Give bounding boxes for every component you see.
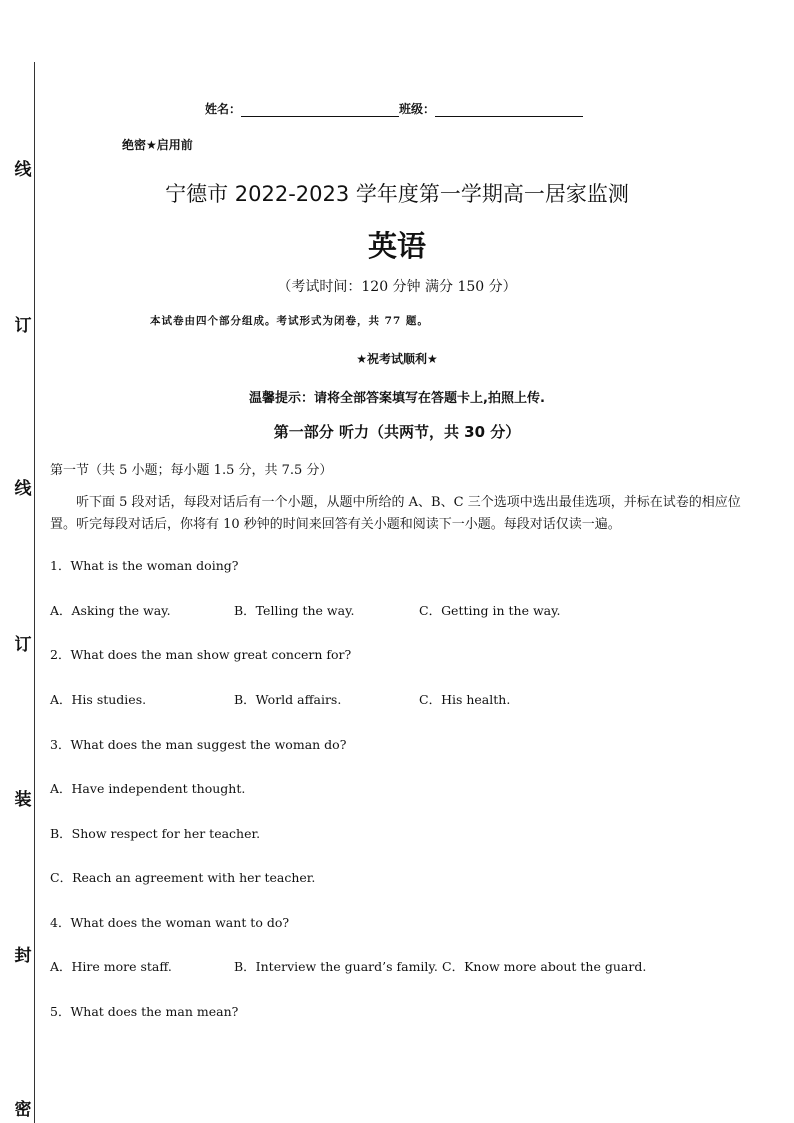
option-b[interactable]: B．World affairs. bbox=[234, 692, 342, 707]
exam-time-info: （考试时间：120 分钟 满分 150 分） bbox=[277, 279, 517, 295]
class-field[interactable] bbox=[435, 102, 583, 117]
option-a[interactable]: A．Have independent thought. bbox=[50, 781, 246, 796]
binding-line bbox=[34, 62, 35, 1123]
part-heading: 第一部分 听力（共两节，共 30 分） bbox=[273, 423, 521, 441]
name-label: 姓名： bbox=[205, 102, 242, 116]
option-b[interactable]: B．Interview the guard’s family. bbox=[234, 959, 438, 974]
option-c[interactable]: C．Reach an agreement with her teacher. bbox=[50, 870, 316, 885]
class-label: 班级： bbox=[399, 102, 436, 116]
binding-char: 密 bbox=[14, 1100, 32, 1120]
binding-char: 订 bbox=[14, 316, 32, 336]
option-b[interactable]: B．Telling the way. bbox=[234, 603, 355, 618]
option-a[interactable]: A．Hire more staff. bbox=[50, 959, 172, 974]
secret-label: 绝密★启用前 bbox=[122, 138, 193, 152]
option-a[interactable]: A．Asking the way. bbox=[50, 603, 171, 618]
warm-tip: 温馨提示：请将全部答案填写在答题卡上,拍照上传. bbox=[249, 391, 545, 406]
option-a[interactable]: A．His studies. bbox=[50, 692, 147, 707]
binding-char: 订 bbox=[14, 635, 32, 655]
question-stem: 1．What is the woman doing? bbox=[50, 558, 239, 573]
section-instructions: 听下面 5 段对话，每段对话后有一个小题，从题中所给的 A、B、C 三个选项中选出最佳选项，并标在试卷的相应位置。听完每段对话后，你将有 10 秒钟的时间来回答有关小题和阅读下一小题。每段对话仅读一遍。 bbox=[50, 495, 741, 532]
question-stem: 4．What does the woman want to do? bbox=[50, 915, 290, 930]
name-field[interactable] bbox=[241, 102, 399, 117]
question-stem: 5．What does the man mean? bbox=[50, 1004, 239, 1019]
exam-subject: 英语 bbox=[367, 229, 426, 263]
binding-char: 线 bbox=[14, 160, 32, 180]
option-b[interactable]: B．Show respect for her teacher. bbox=[50, 826, 261, 841]
option-c[interactable]: C．Know more about the guard. bbox=[442, 959, 647, 974]
binding-char: 线 bbox=[14, 479, 32, 499]
binding-char: 装 bbox=[14, 790, 32, 810]
option-c[interactable]: C．Getting in the way. bbox=[419, 603, 561, 618]
binding-char: 封 bbox=[14, 946, 32, 966]
name-class-row bbox=[205, 100, 583, 117]
good-luck-text: ★祝考试顺利★ bbox=[356, 352, 438, 366]
question-stem: 2．What does the man show great concern for? bbox=[50, 647, 352, 662]
exam-title: 宁德市 2022-2023 学年度第一学期高一居家监测 bbox=[165, 182, 629, 206]
option-c[interactable]: C．His health. bbox=[419, 692, 511, 707]
exam-composition: 本试卷由四个部分组成。考试形式为闭卷，共 77 题。 bbox=[150, 315, 429, 327]
section-heading: 第一节（共 5 小题；每小题 1.5 分，共 7.5 分） bbox=[50, 463, 333, 478]
question-stem: 3．What does the man suggest the woman do? bbox=[50, 737, 347, 752]
